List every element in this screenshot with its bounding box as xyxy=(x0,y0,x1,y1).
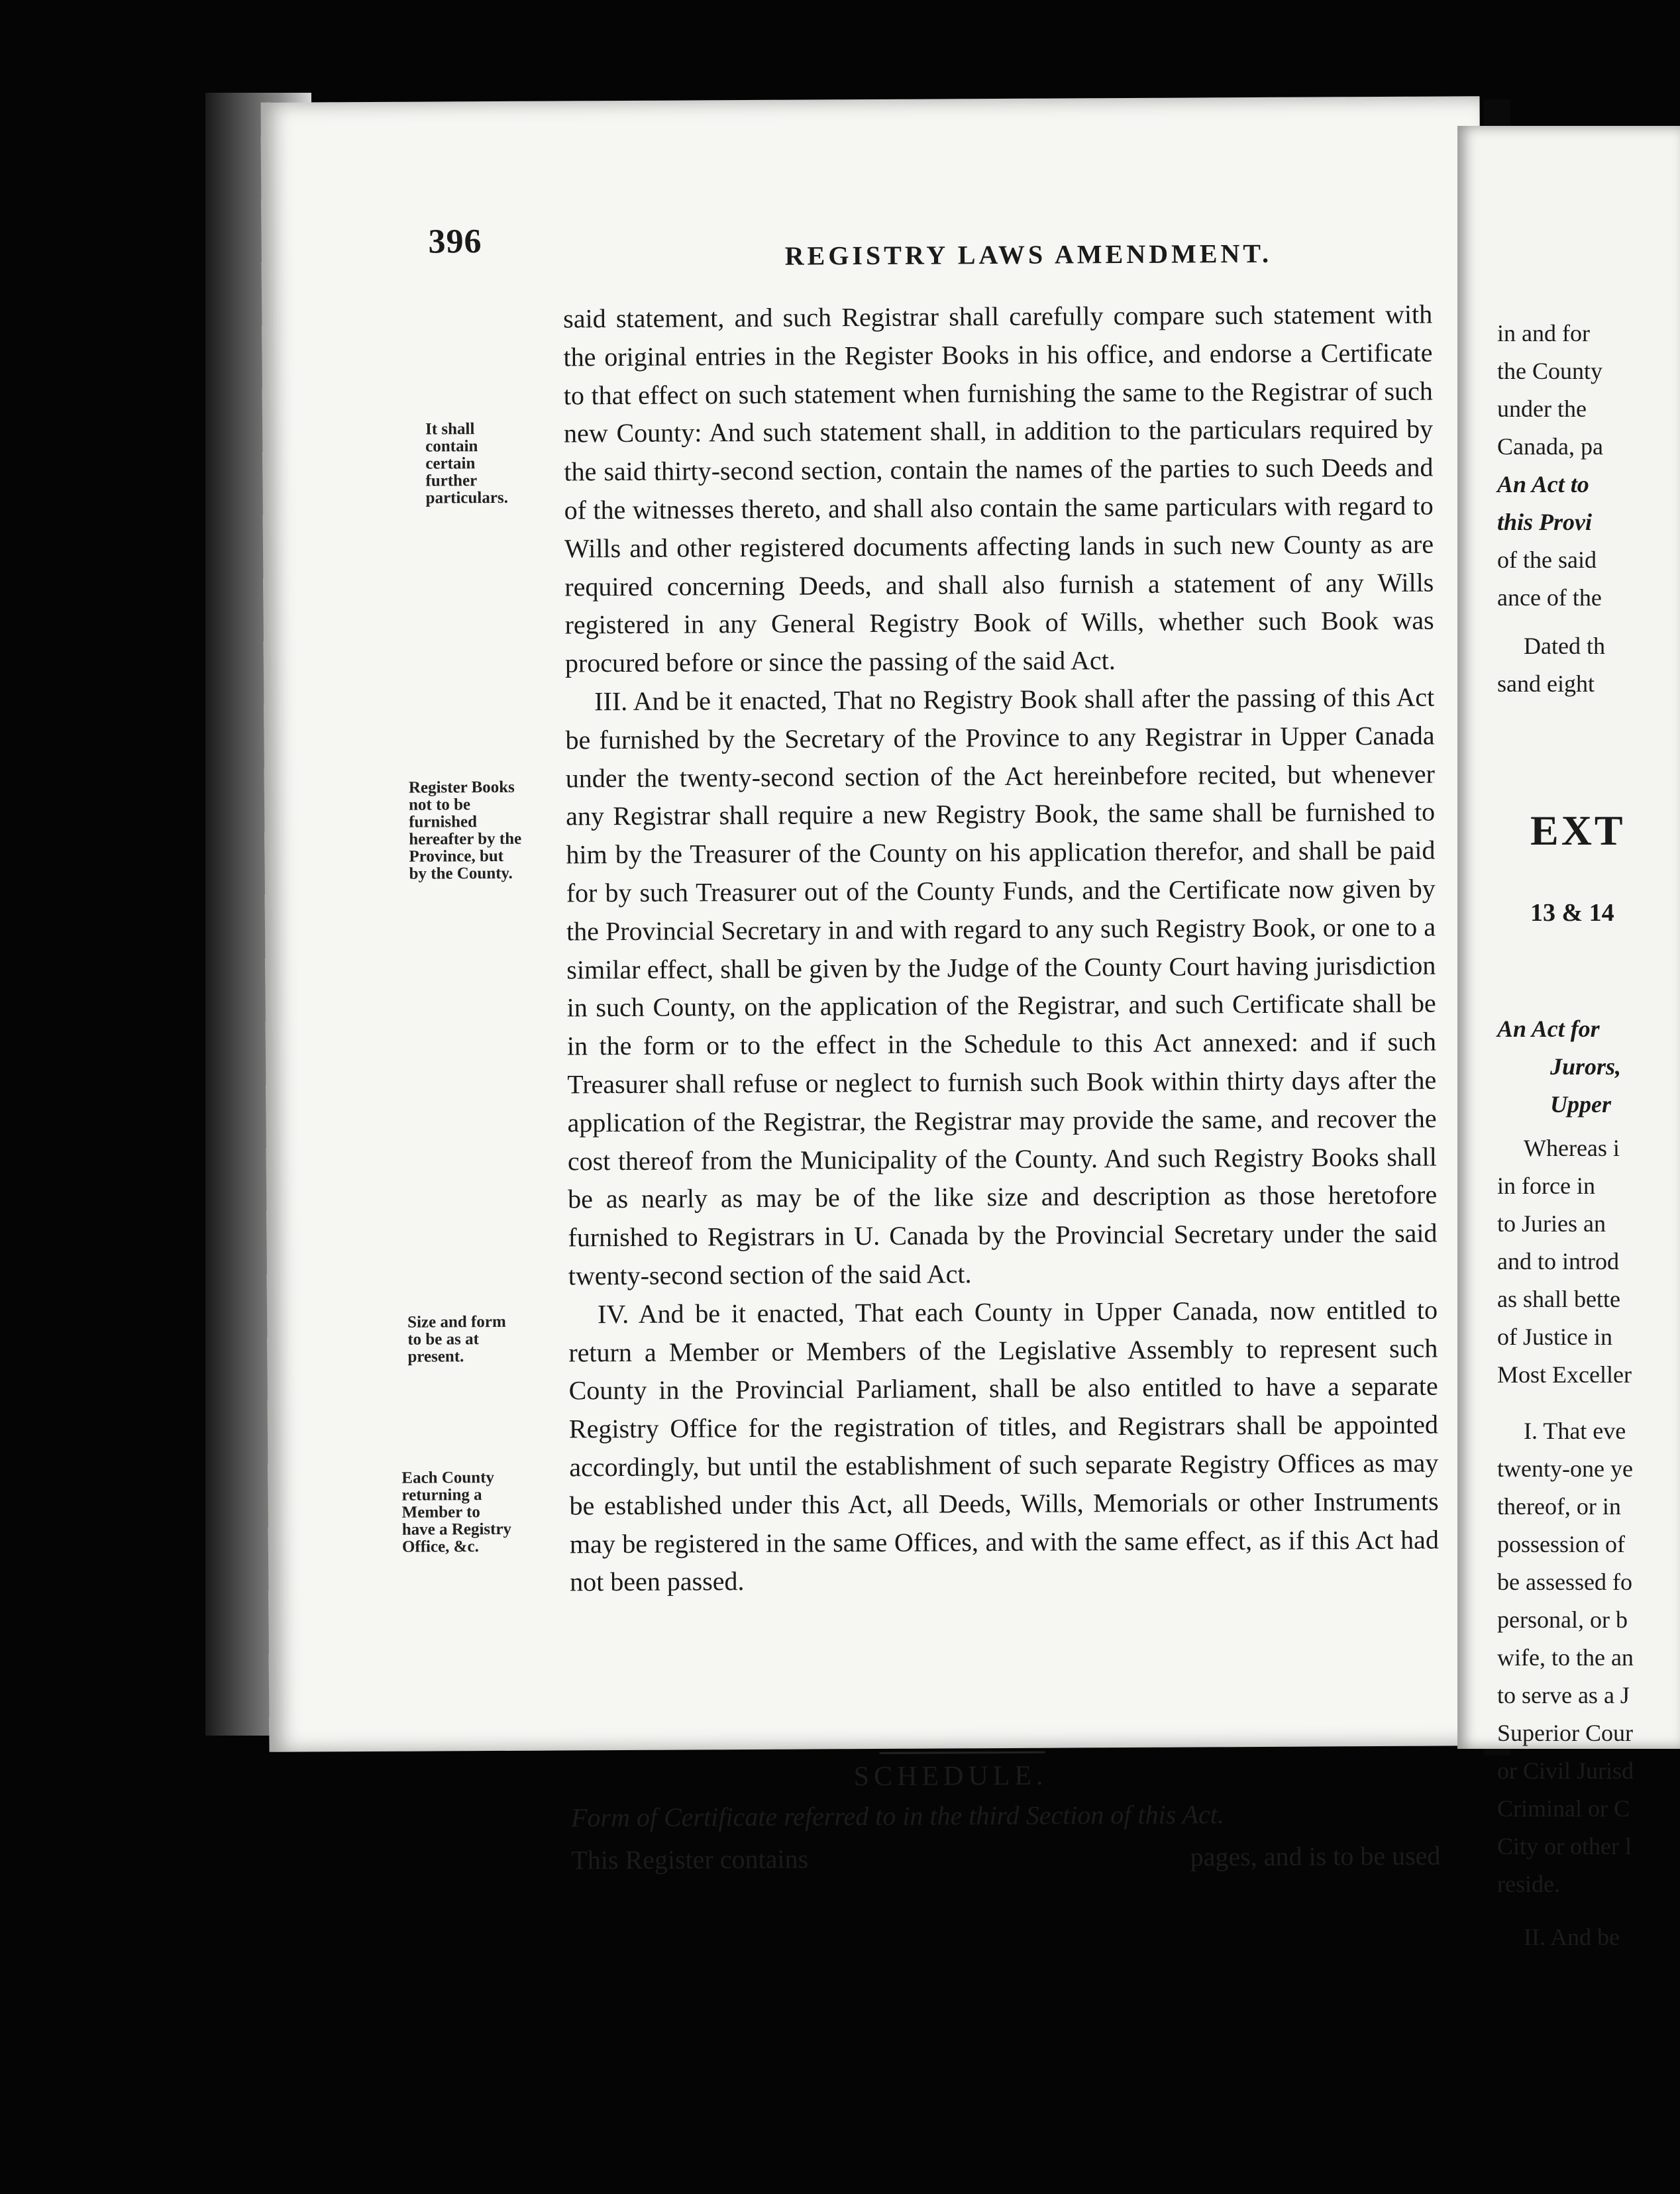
schedule-line-left: This Register contains xyxy=(571,1844,809,1875)
right-page-line: sand eight xyxy=(1497,670,1595,697)
right-page-line: ance of the xyxy=(1497,584,1602,611)
right-page-line: Jurors, xyxy=(1550,1053,1622,1080)
schedule-form-caption: Form of Certificate referred to in the third Section of this Act. xyxy=(570,1799,1224,1833)
right-page-line: in force in xyxy=(1497,1173,1595,1199)
schedule-line xyxy=(571,1840,1441,1875)
right-page-line: II. And be xyxy=(1524,1924,1620,1950)
schedule-divider xyxy=(880,1751,1045,1754)
right-page-line: Whereas i xyxy=(1524,1135,1620,1161)
right-page-line: I. That eve xyxy=(1524,1418,1626,1444)
right-page-line: be assessed fo xyxy=(1497,1569,1632,1595)
right-page-fragment xyxy=(1457,126,1680,1950)
running-head: REGISTRY LAWS AMENDMENT. xyxy=(784,238,1273,271)
left-page xyxy=(260,96,1488,1875)
schedule-line-right: pages, and is to be used xyxy=(1190,1840,1441,1872)
right-page-line: An Act to xyxy=(1497,471,1589,497)
right-page-line: of Justice in xyxy=(1497,1324,1612,1350)
margin-note: Each County returning a Member to have a Registry Office, &c. xyxy=(401,1469,512,1556)
right-page-line: this Provi xyxy=(1497,509,1593,535)
right-page-heading: EXT xyxy=(1530,807,1626,854)
right-page-line: Criminal or C xyxy=(1497,1795,1630,1822)
paragraph: said statement, and such Registrar shall carefully compare such statement with the original entries in the Register Books in his office, and endorse a Certificate to that effect on such statement when furnishing the same to the Registrar of such new County: And such statement shall, in addition to the particulars required by the said thirty-second section, contain the names of the parties to such Deeds and of the witnesses thereto, and shall also contain the same particulars with regard to Wills and other registered documents affecting lands in such new County as are required concerning Deeds, and shall also furnish a statement of any Wills registered in any General Registry Book of Wills, whether such Book was procured before or since the passing of the said Act. xyxy=(563,299,1434,678)
right-page-line: of the said xyxy=(1497,547,1597,573)
right-page-line: in and for xyxy=(1497,320,1590,346)
right-page-line: reside. xyxy=(1497,1871,1560,1897)
right-page-line: the County xyxy=(1497,358,1602,384)
right-page-line: twenty-one ye xyxy=(1497,1455,1633,1482)
right-page-line: Upper xyxy=(1550,1091,1611,1118)
margin-note: It shall contain certain further particulars. xyxy=(425,420,508,507)
right-page-line: as shall bette xyxy=(1497,1286,1620,1312)
page-number: 396 xyxy=(428,223,482,261)
schedule-title: SCHEDULE. xyxy=(853,1760,1048,1793)
margin-note: Size and form to be as at present. xyxy=(407,1312,506,1366)
right-page-line: City or other l xyxy=(1497,1833,1632,1859)
right-page-line: under the xyxy=(1497,395,1587,422)
right-page-line: An Act for xyxy=(1497,1016,1600,1042)
right-page-line: and to introd xyxy=(1497,1248,1619,1275)
right-page-line: to serve as a J xyxy=(1497,1682,1630,1708)
right-page-line: wife, to the an xyxy=(1497,1644,1634,1671)
right-page-line: to Juries an xyxy=(1497,1210,1606,1237)
right-page-line: 13 & 14 xyxy=(1530,899,1614,927)
right-page-line: thereof, or in xyxy=(1497,1493,1621,1520)
right-page-line: or Civil Jurisd xyxy=(1497,1757,1634,1784)
paragraph-section-iv: IV. And be it enacted, That each County in Upper Canada, now entitled to return a Member or Members of the Legislative Assembly to represent such County in the Provincial Parliament, shall be also entitled to have a separate Registry Office for the registration of titles, and Registrars shall be appointed accordingly, but until the establishment of such separate Registry Offices as may be established under this Act, all Deeds, Wills, Memorials or other Instruments may be registered in the same Offices, and with the same effect, as if this Act had not been passed. xyxy=(568,1294,1439,1597)
body-text xyxy=(563,295,1439,1602)
right-page-line: Dated th xyxy=(1524,633,1605,659)
right-page-line: Superior Cour xyxy=(1497,1720,1633,1746)
right-page-line: personal, or b xyxy=(1497,1606,1628,1633)
margin-note: Register Books not to be furnished hereafter by the Province, but by the County. xyxy=(408,778,522,883)
right-page-line: possession of xyxy=(1497,1531,1626,1557)
right-page-line: Canada, pa xyxy=(1497,433,1603,460)
paragraph-section-iii: III. And be it enacted, That no Registry Book shall after the passing of this Act be furnished by the Secretary of the Province to any Registrar in Upper Canada under the twenty-second section of the Act hereinbefore recited, but whenever any Registrar shall require a new Registry Book, the same shall be furnished to him by the Treasurer of the County on his application therefor, and shall be paid for by such Treasurer out of the County Funds, and the Certificate now given by the Provincial Secretary in and with regard to any such Registry Book, or one to a similar effect, shall be given by the Judge of the County Court having jurisdiction in such County, on the application of the Registrar, and such Certificate shall be in the form or to the effect in the Schedule to this Act annexed: and if such Treasurer shall refuse or neglect to furnish such Book within thirty days after the application of the Registrar, the Registrar may provide the same, and recover the cost thereof from the Municipality of the County. And such Registry Books shall be as nearly as may be of the like size and description as those heretofore furnished to Registrars in U. Canada by the Provincial Secretary under the said twenty-second section of the said Act. xyxy=(565,682,1438,1291)
right-page-line: Most Exceller xyxy=(1497,1361,1632,1388)
